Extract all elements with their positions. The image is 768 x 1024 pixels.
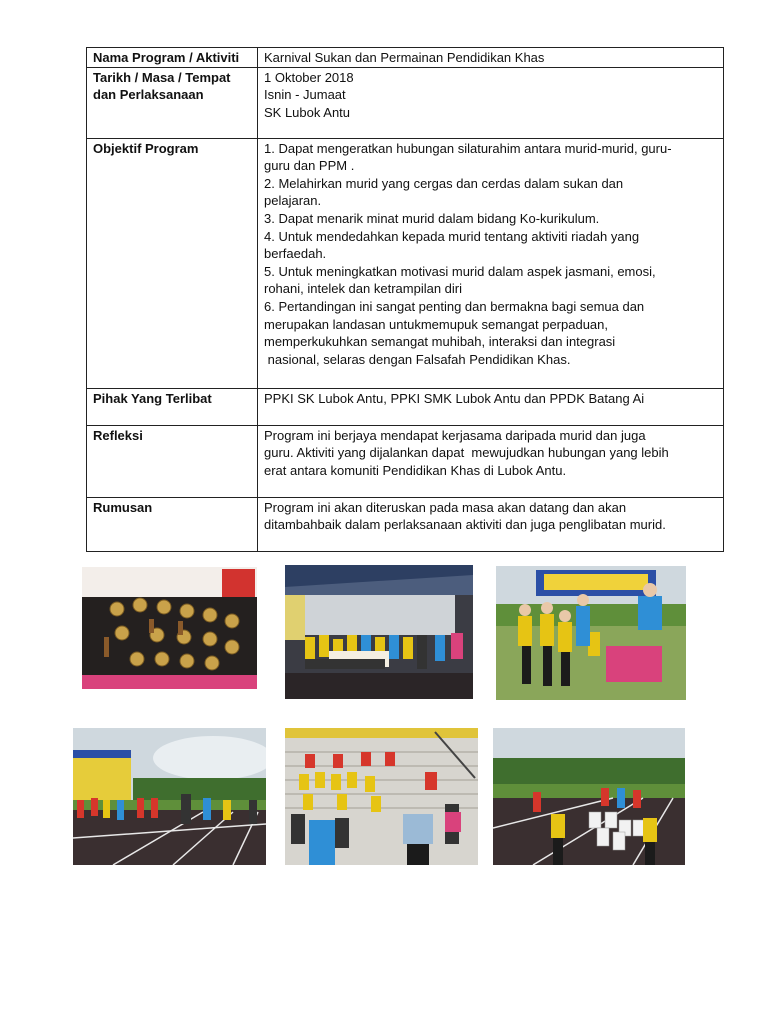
row-value-objective	[258, 138, 724, 388]
date-line: SK Lubok Antu	[264, 104, 351, 120]
objective-line: merupakan landasan untukmemupuk semangat perpaduan,	[264, 316, 609, 332]
objective-line: rohani, intelek dan ketrampilan diri	[264, 281, 462, 297]
row-value-summary	[258, 497, 724, 551]
objective-line: nasional, selaras dengan Falsafah Pendidikan Khas.	[264, 351, 571, 367]
reflection-line: erat antara komuniti Pendidikan Khas di Lubok Antu.	[264, 462, 567, 478]
date-line: Isnin - Jumaat	[264, 87, 346, 103]
objective-line: guru dan PPM .	[264, 158, 355, 174]
objective-line: pelajaran.	[264, 193, 322, 209]
date-label-line: dan Perlaksanaan	[93, 87, 204, 103]
date-label-line: Tarikh / Masa / Tempat	[93, 69, 231, 85]
reflection-line: Program ini berjaya mendapat kerjasama daripada murid dan juga	[264, 427, 646, 443]
objective-line: 4. Untuk mendedahkan kepada murid tentang aktiviti riadah yang	[264, 228, 640, 244]
row-label-reflection: Refleksi	[87, 425, 258, 497]
photo-medals	[82, 567, 257, 689]
summary-line: ditambahbaik dalam perlaksanaan aktiviti dan juga penglibatan murid.	[264, 517, 666, 533]
date-line: 1 Oktober 2018	[264, 69, 354, 85]
photo-booth-students	[496, 566, 686, 700]
table-row-parties	[87, 388, 724, 425]
table-row-summary	[87, 497, 724, 551]
table-row-objective	[87, 138, 724, 388]
row-label-parties: Pihak Yang Terlibat	[87, 388, 258, 425]
objective-line: berfaedah.	[264, 246, 327, 262]
row-label-objective: Objektif Program	[87, 138, 258, 388]
summary-line: Program ini akan diteruskan pada masa akan datang dan akan	[264, 499, 627, 515]
objective-line: 3. Dapat menarik minat murid dalam bidang Ko-kurikulum.	[264, 210, 600, 226]
photo-group-stadium	[285, 565, 473, 699]
objective-line: 5. Untuk meningkatkan motivasi murid dalam aspek jasmani, emosi,	[264, 263, 656, 279]
photo-track-chairs	[493, 728, 685, 865]
parties-line: PPKI SK Lubok Antu, PPKI SMK Lubok Antu dan PPDK Batang Ai	[264, 390, 645, 406]
table-row-date	[87, 67, 724, 138]
table-row-program	[87, 48, 724, 68]
row-label-program: Nama Program / Aktiviti	[87, 48, 258, 68]
table-row-reflection	[87, 425, 724, 497]
row-label-date	[87, 67, 258, 138]
program-line: Karnival Sukan dan Permainan Pendidikan Khas	[264, 50, 545, 65]
photo-bleachers-students	[285, 728, 478, 865]
row-value-date	[258, 67, 724, 138]
photo-track-runners	[73, 728, 266, 865]
reflection-line: guru. Aktiviti yang dijalankan dapat mewujudkan hubungan yang lebih	[264, 445, 669, 461]
objective-line: 1. Dapat mengeratkan hubungan silaturahim antara murid-murid, guru-	[264, 140, 672, 156]
row-value-reflection	[258, 425, 724, 497]
objective-line: 2. Melahirkan murid yang cergas dan cerdas dalam sukan dan	[264, 175, 624, 191]
row-value-program	[258, 48, 724, 68]
objective-line: 6. Pertandingan ini sangat penting dan bermakna bagi semua dan	[264, 298, 645, 314]
row-value-parties	[258, 388, 724, 425]
objective-line: memperkukuhkan semangat muhibah, interaksi dan integrasi	[264, 334, 616, 350]
program-report-table	[86, 47, 724, 552]
row-label-summary: Rumusan	[87, 497, 258, 551]
